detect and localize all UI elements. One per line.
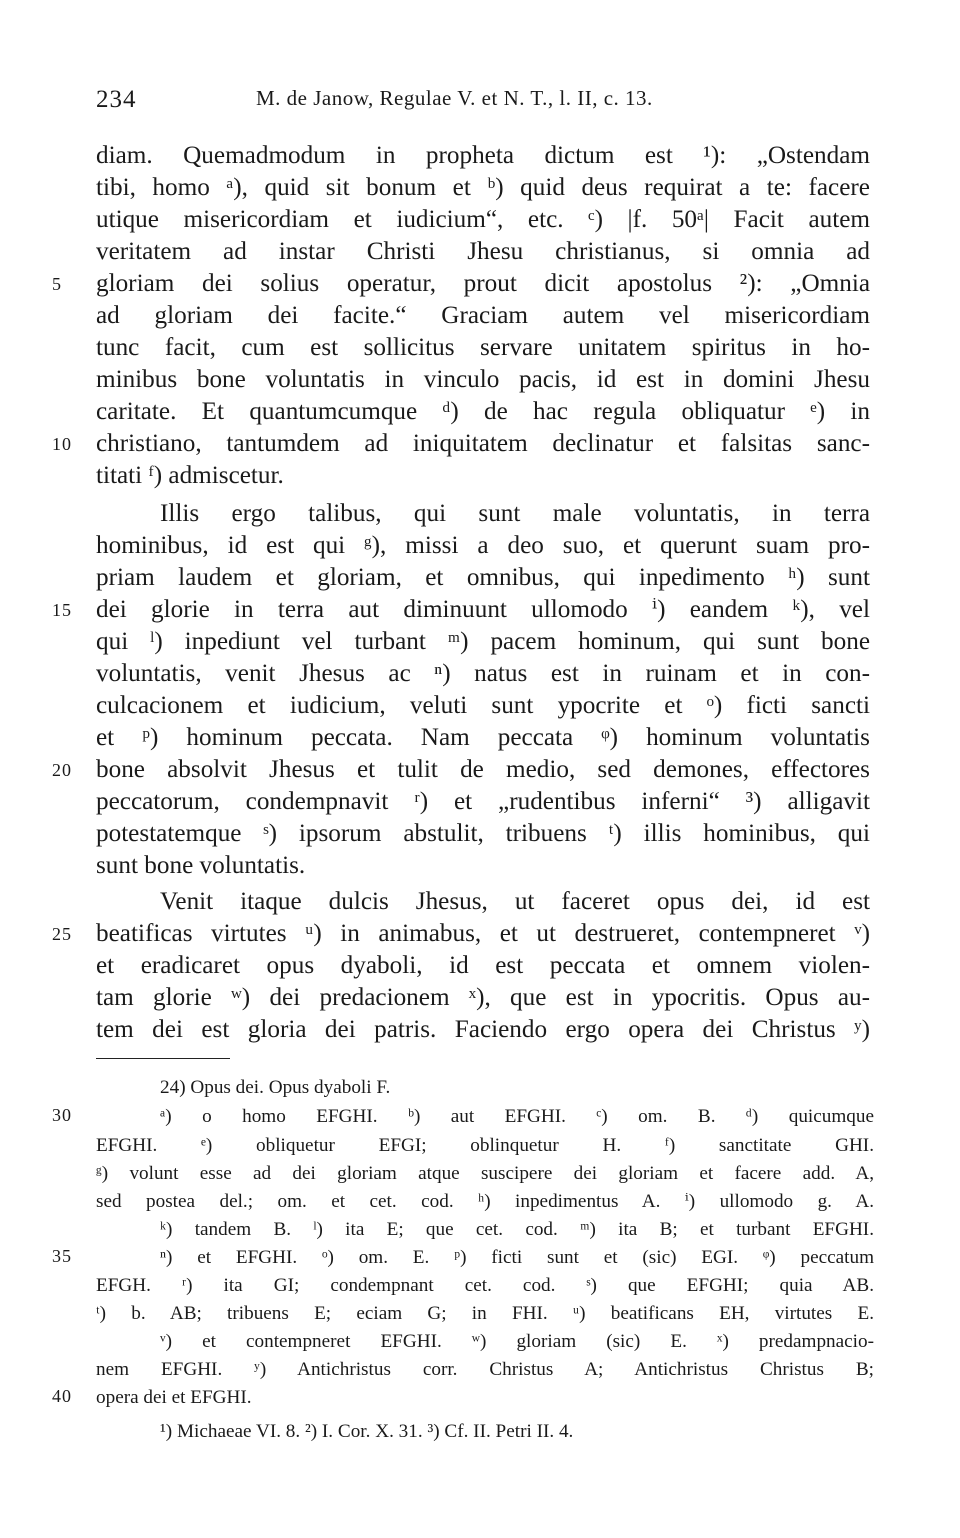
text-line: tunc facit, cum est sollicitus servare unitatem spiritus in ho- — [96, 334, 870, 361]
footnote-line: ᵏ) tandem B. ˡ) ita E; que cet. cod. ᵐ) ita B; et turbant EFGHI. — [160, 1219, 874, 1240]
text-line: priam laudem et gloriam, et omnibus, qui inpedimento ʰ) sunt — [96, 564, 870, 591]
text-line: christiano, tantumdem ad iniquitatem declinatur et falsitas sanc- — [96, 430, 870, 457]
footnote-line: sed postea del.; om. et cet. cod. ʰ) inpedimentus A. ⁱ) ullomodo g. A. — [96, 1191, 874, 1212]
line-number: 10 — [52, 434, 72, 454]
text-line: et eradicaret opus dyaboli, id est peccata et omnem violen- — [96, 952, 870, 979]
paragraph-start-line: Venit itaque dulcis Jhesus, ut faceret opus dei, id est — [160, 888, 870, 915]
text-line: beatificas virtutes ᵘ) in animabus, et ut destrueret, contempneret ᵛ) — [96, 920, 870, 947]
line-number: 40 — [52, 1386, 72, 1406]
text-line: diam. Quemadmodum in propheta dictum est ¹): „Ostendam — [96, 142, 870, 169]
source-references: ¹) Michaeae VI. 8. ²) I. Cor. X. 31. ³) Cf. II. Petri II. 4. — [160, 1421, 574, 1442]
footnote-line: EFGH. ʳ) ita GI; condempnant cet. cod. ˢ) que EFGHI; quia AB. — [96, 1275, 874, 1296]
text-line: culcacionem et iudicium, veluti sunt ypocrite et ᵒ) ficti sancti — [96, 692, 870, 719]
text-line: sunt bone voluntatis. — [96, 852, 306, 879]
text-line: dei glorie in terra aut diminuunt ullomodo ⁱ) eandem ᵏ), vel — [96, 596, 870, 623]
footnote-line: ᵍ) volunt esse ad dei gloriam atque suscipere dei gloriam et facere add. A, — [96, 1163, 874, 1184]
text-line: peccatorum, condempnavit ʳ) et „rudentibus inferni“ ³) alligavit — [96, 788, 870, 815]
line-number: 15 — [52, 600, 72, 620]
text-line: minibus bone voluntatis in vinculo pacis, id est in domini Jhesu — [96, 366, 870, 393]
text-line: et ᵖ) hominum peccata. Nam peccata ᵠ) hominum voluntatis — [96, 724, 870, 751]
text-line: voluntatis, venit Jhesus ac ⁿ) natus est in ruinam et in con- — [96, 660, 870, 687]
text-line: qui ˡ) inpediunt vel turbant ᵐ) pacem hominum, qui sunt bone — [96, 628, 870, 655]
text-line: ad gloriam dei facite.“ Graciam autem vel misericordiam — [96, 302, 870, 329]
footnote-line: opera dei et EFGHI. — [96, 1387, 252, 1408]
footnote-line: nem EFGHI. ʸ) Antichristus corr. Christus A; Antichristus Christus B; — [96, 1359, 874, 1380]
text-line: titati ᶠ) admiscetur. — [96, 462, 284, 489]
page-number: 234 — [96, 86, 137, 113]
text-line: caritate. Et quantumcumque ᵈ) de hac regula obliquatur ᵉ) in — [96, 398, 870, 425]
line-number: 35 — [52, 1246, 72, 1266]
line-number: 30 — [52, 1105, 72, 1125]
text-line: tam glorie ʷ) dei predacionem ˣ), que est in ypocritis. Opus au- — [96, 984, 870, 1011]
paragraph-start-line: Illis ergo talibus, qui sunt male voluntatis, in terra — [160, 500, 870, 527]
footnote-line: EFGHI. ᵉ) obliquetur EFGI; oblinquetur H. ᶠ) sanctitate GHI. — [96, 1135, 874, 1156]
text-line: veritatem ad instar Christi Jhesu christianus, si omnia ad — [96, 238, 870, 265]
running-title: M. de Janow, Regulae V. et N. T., l. II, c. 13. — [256, 86, 653, 110]
line-number: 5 — [52, 274, 62, 294]
line-number: 20 — [52, 760, 72, 780]
footnote-heading: 24) Opus dei. Opus dyaboli F. — [160, 1077, 391, 1098]
footnote-line: ᵗ) b. AB; tribuens E; eciam G; in FHI. ᵘ) beatificans EH, virtutes E. — [96, 1303, 874, 1324]
footnote-line: ⁿ) et EFGHI. ᵒ) om. E. ᵖ) ficti sunt et (sic) EGI. ᵠ) peccatum — [160, 1247, 874, 1268]
text-line: utique misericordiam et iudicium“, etc. ᶜ) |f. 50ᵃ| Facit autem — [96, 206, 870, 233]
text-line: bone absolvit Jhesus et tulit de medio, sed demones, effectores — [96, 756, 870, 783]
footnote-line: ᵛ) et contempneret EFGHI. ʷ) gloriam (sic) E. ˣ) predampnacio- — [160, 1331, 874, 1352]
text-line: potestatemque ˢ) ipsorum abstulit, tribuens ᵗ) illis hominibus, qui — [96, 820, 870, 847]
text-line: tem dei est gloria dei patris. Faciendo ergo opera dei Christus ʸ) — [96, 1016, 870, 1043]
text-line: hominibus, id est qui ᵍ), missi a deo suo, et querunt suam pro- — [96, 532, 870, 559]
text-line: tibi, homo ᵃ), quid sit bonum et ᵇ) quid deus requirat a te: facere — [96, 174, 870, 201]
line-number: 25 — [52, 924, 72, 944]
text-line: gloriam dei solius operatur, prout dicit apostolus ²): „Omnia — [96, 270, 870, 297]
footnote-line: ᵃ) o homo EFGHI. ᵇ) aut EFGHI. ᶜ) om. B. ᵈ) quicumque — [160, 1106, 874, 1127]
